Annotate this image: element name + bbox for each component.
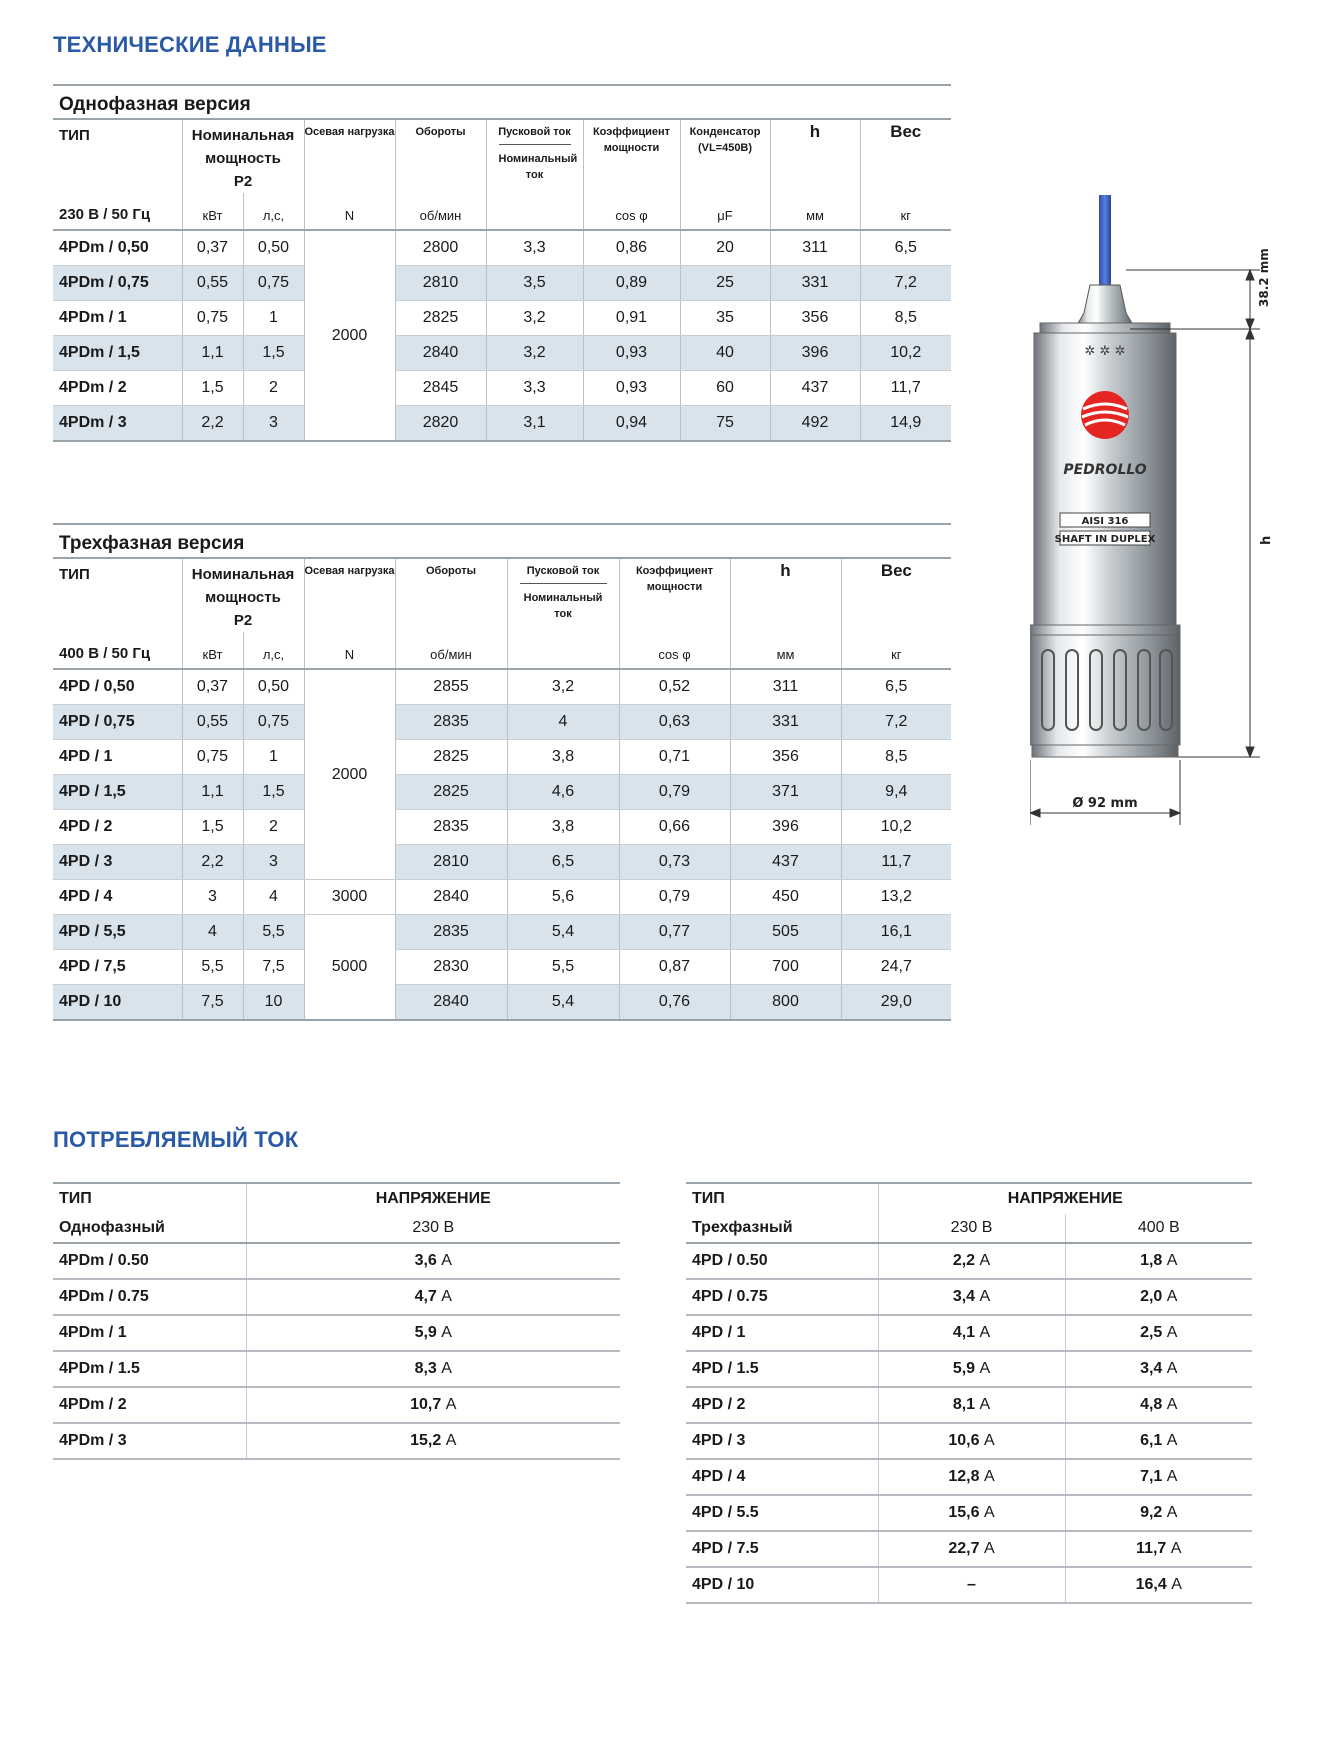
three-phase-table — [53, 523, 951, 1021]
current-single-table — [53, 1182, 620, 1460]
voltage-400: 400 В — [1065, 1214, 1252, 1243]
axial-load-cell: 2000 — [304, 230, 395, 441]
table-row: 4PDm / 3 15,2 А — [53, 1423, 620, 1459]
unit-cos: cos φ — [619, 632, 730, 669]
unit-uf: μF — [680, 193, 770, 230]
col-h: h — [770, 119, 860, 193]
table-row: 4PD / 1 4,1 А 2,5 А — [686, 1315, 1252, 1351]
dim-top-label: 38.2 mm — [1257, 248, 1271, 307]
section-heading-current: ПОТРЕБЛЯЕМЫЙ ТОК — [53, 1127, 299, 1152]
pump-cap-graphic — [1077, 285, 1133, 325]
col-p2: P2 — [233, 612, 253, 629]
label-shaft: SHAFT IN DUPLEX — [1054, 534, 1156, 545]
table-row: 4PD / 7,5 5,5 7,5 2830 5,5 0,87 700 24,7 — [53, 950, 951, 985]
col-rpm: Обороты — [395, 558, 507, 632]
supply-label: 230 В / 50 Гц — [53, 193, 182, 230]
table-row: 4PD / 5.5 15,6 А 9,2 А — [686, 1495, 1252, 1531]
label-aisi: AISI 316 — [1081, 516, 1129, 527]
supply-label: 400 В / 50 Гц — [53, 632, 182, 669]
unit-mm: мм — [770, 193, 860, 230]
table-row: 4PD / 0.75 3,4 А 2,0 А — [686, 1279, 1252, 1315]
table-row: 4PDm / 0.50 3,6 А — [53, 1243, 620, 1279]
col-capacitor: Конденсатор (VL=450B) — [680, 119, 770, 193]
col-power: Номинальная мощность — [191, 566, 295, 606]
col-type: ТИП — [53, 1183, 246, 1214]
col-type: ТИП — [59, 127, 90, 144]
dim-h-label: h — [1259, 535, 1274, 545]
brand-text: PEDROLLO — [1063, 462, 1147, 478]
unit-kg: кг — [860, 193, 951, 230]
unit-rpm: об/мин — [395, 193, 486, 230]
table-row: 4PD / 10 – 16,4 А — [686, 1567, 1252, 1603]
table-row: 4PD / 1,5 1,1 1,5 2825 4,6 0,79 371 9,4 — [53, 775, 951, 810]
col-pf: Коэффициент мощности — [619, 558, 730, 632]
voltage-230: 230 В — [878, 1214, 1065, 1243]
voltage-value: 230 В — [246, 1214, 620, 1243]
col-start-current: Пусковой ток — [498, 126, 571, 138]
table-row: 4PDm / 1.5 8,3 А — [53, 1351, 620, 1387]
table-row: 4PD / 10 7,5 10 2840 5,4 0,76 800 29,0 — [53, 985, 951, 1021]
phase-label: Трехфазный — [686, 1214, 878, 1243]
table-row: 4PDm / 2 1,5 2 2845 3,3 0,93 60 437 11,7 — [53, 371, 951, 406]
table-row: 4PDm / 3 2,2 3 2820 3,1 0,94 75 492 14,9 — [53, 406, 951, 442]
table-row: 4PD / 0,75 0,55 0,75 2835 4 0,63 331 7,2 — [53, 705, 951, 740]
table-row: 4PDm / 2 10,7 А — [53, 1387, 620, 1423]
cable-graphic — [1099, 195, 1111, 295]
table-row: 4PDm / 1,5 1,1 1,5 2840 3,2 0,93 40 396 10,2 — [53, 336, 951, 371]
unit-kw: кВт — [182, 193, 243, 230]
table-row: 4PD / 0.50 2,2 А 1,8 А — [686, 1243, 1252, 1279]
pump-illustration — [1030, 195, 1280, 915]
section-title: Трехфазная версия — [53, 524, 951, 558]
table-row: 4PD / 3 10,6 А 6,1 А — [686, 1423, 1252, 1459]
unit-mm: мм — [730, 632, 841, 669]
col-type: ТИП — [686, 1183, 878, 1214]
col-type: ТИП — [59, 566, 90, 583]
table-row: 4PD / 1.5 5,9 А 3,4 А — [686, 1351, 1252, 1387]
col-start-current: Пусковой ток — [526, 565, 600, 577]
table-row: 4PD / 2 1,5 2 2835 3,8 0,66 396 10,2 — [53, 810, 951, 845]
axial-load-cell: 3000 — [304, 880, 395, 915]
table-row: 4PDm / 1 5,9 А — [53, 1315, 620, 1351]
col-h: h — [730, 558, 841, 632]
unit-kg: кг — [841, 632, 951, 669]
unit-kw: кВт — [182, 632, 243, 669]
unit-rpm: об/мин — [395, 632, 507, 669]
table-row: 4PDm / 0,75 0,55 0,75 2810 3,5 0,89 25 331 7,2 — [53, 266, 951, 301]
axial-load-cell: 5000 — [304, 915, 395, 1021]
phase-label: Однофазный — [53, 1214, 246, 1243]
pedrollo-logo-icon — [1081, 391, 1129, 439]
table-row: 4PD / 4 3 4 3000 2840 5,6 0,79 450 13,2 — [53, 880, 951, 915]
section-title: Однофазная версия — [53, 85, 951, 119]
table-row: 4PD / 7.5 22,7 А 11,7 А — [686, 1531, 1252, 1567]
unit-hp: л,с, — [243, 193, 304, 230]
table-row: 4PD / 4 12,8 А 7,1 А — [686, 1459, 1252, 1495]
col-nominal-current: Номинальный ток — [499, 144, 571, 183]
unit-hp: л,с, — [243, 632, 304, 669]
col-weight: Вес — [841, 558, 951, 632]
page-title: ТЕХНИЧЕСКИЕ ДАННЫЕ — [53, 32, 327, 57]
table-row: 4PDm / 1 0,75 1 2825 3,2 0,91 35 356 8,5 — [53, 301, 951, 336]
table-row: 4PD / 3 2,2 3 2810 6,5 0,73 437 11,7 — [53, 845, 951, 880]
table-row: 4PD / 2 8,1 А 4,8 А — [686, 1387, 1252, 1423]
col-weight: Вес — [860, 119, 951, 193]
dim-diameter-label: Ø 92 mm — [1072, 796, 1138, 811]
axial-load-cell: 2000 — [304, 669, 395, 880]
col-p2: P2 — [233, 173, 253, 190]
col-rpm: Обороты — [395, 119, 486, 193]
table-row: 4PD / 5,5 4 5,5 5000 2835 5,4 0,77 505 16,1 — [53, 915, 951, 950]
unit-n: N — [304, 632, 395, 669]
col-axial: Осевая нагрузка — [304, 558, 395, 632]
col-power: Номинальная мощность — [191, 127, 295, 167]
table-row: 4PDm / 0.75 4,7 А — [53, 1279, 620, 1315]
col-axial: Осевая нагрузка — [304, 119, 395, 193]
vent-icons: ✲ ✲ ✲ — [1084, 344, 1126, 359]
col-voltage: НАПРЯЖЕНИЕ — [878, 1183, 1252, 1214]
pump-body-graphic — [1034, 333, 1176, 625]
table-row: 4PD / 0,50 0,37 0,50 2000 2855 3,2 0,52 311 6,5 — [53, 669, 951, 705]
col-pf: Коэффициент мощности — [583, 119, 680, 193]
col-voltage: НАПРЯЖЕНИЕ — [246, 1183, 620, 1214]
unit-n: N — [304, 193, 395, 230]
current-three-table — [686, 1182, 1252, 1604]
table-row: 4PD / 1 0,75 1 2825 3,8 0,71 356 8,5 — [53, 740, 951, 775]
unit-cos: cos φ — [583, 193, 680, 230]
col-nominal-current: Номинальный ток — [520, 583, 607, 622]
single-phase-table — [53, 84, 951, 442]
table-row: 4PDm / 0,50 0,37 0,50 2000 2800 3,3 0,86 20 311 6,5 — [53, 230, 951, 266]
